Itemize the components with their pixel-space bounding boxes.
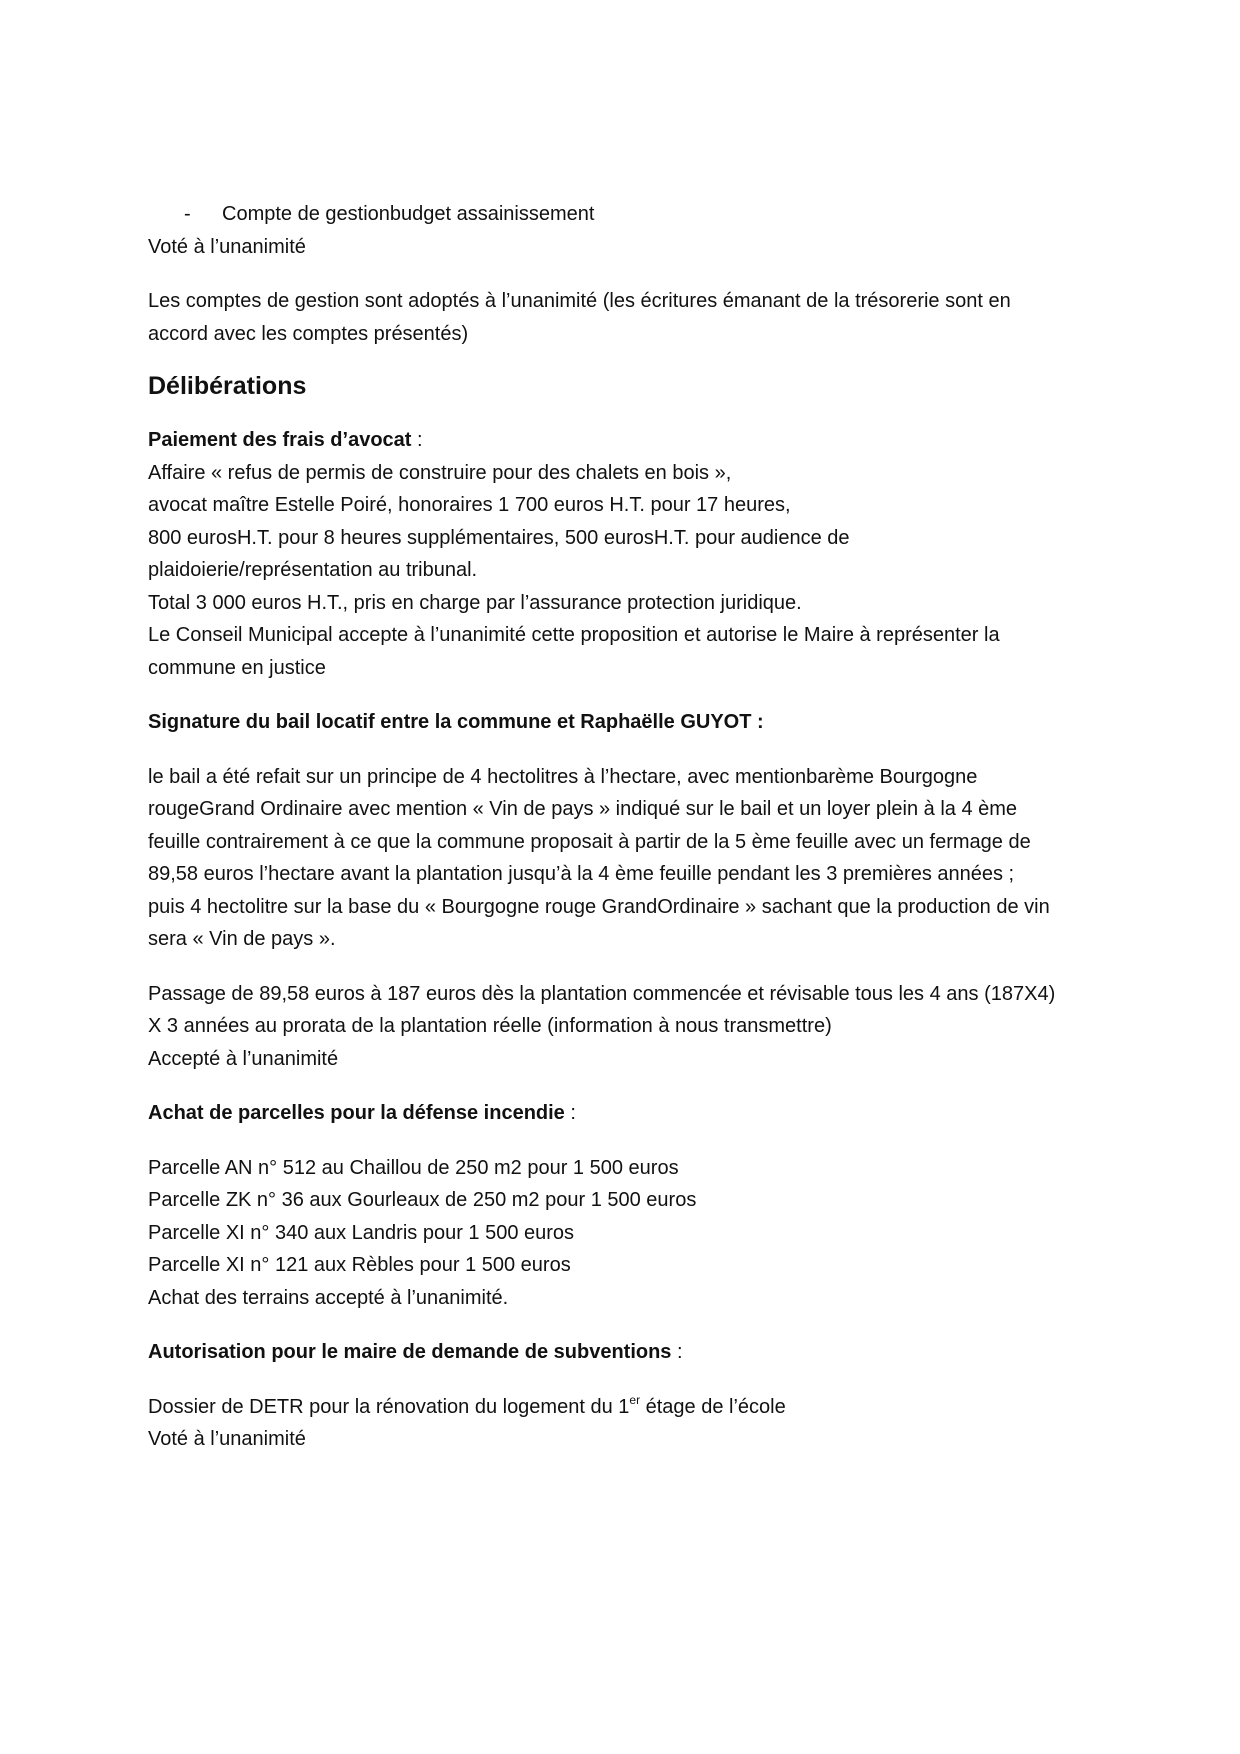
vote-line: Voté à l’unanimité <box>148 235 306 258</box>
section-title: Signature du bail locatif entre la commune et Raphaëlle GUYOT : <box>148 711 764 733</box>
paragraph-line: 800 eurosH.T. pour 8 heures supplémentaires, 500 eurosH.T. pour audience de <box>148 526 850 549</box>
document-content <box>148 198 1108 1456</box>
paragraph-line: 89,58 euros l’hectare avant la plantation jusqu’à la 4 ème feuille pendant les 3 premières années ; <box>148 863 1015 885</box>
title-suffix: : <box>411 429 423 451</box>
parcel-line: Parcelle ZK n° 36 aux Gourleaux de 250 m2 pour 1 500 euros <box>148 1189 697 1211</box>
paragraph-line: Achat des terrains accepté à l’unanimité. <box>148 1286 509 1309</box>
paragraph-line: plaidoierie/représentation au tribunal. <box>148 559 478 581</box>
detr-line <box>148 1391 1108 1424</box>
parcel-line: Parcelle XI n° 340 aux Landris pour 1 500 euros <box>148 1221 575 1244</box>
paragraph-line: Les comptes de gestion sont adoptés à l’unanimité (les écritures émanant de la trésorerie sont en <box>148 290 1011 312</box>
section-subventions <box>148 1336 1108 1456</box>
paragraph-line: avocat maître Estelle Poiré, honoraires 1 700 euros H.T. pour 17 heures, <box>148 494 791 516</box>
detr-text-end: étage de l’école <box>640 1395 786 1418</box>
bullet-text: Compte de gestionbudget assainissement <box>222 203 595 225</box>
parcel-line: Parcelle AN n° 512 au Chaillou de 250 m2 pour 1 500 euros <box>148 1156 679 1179</box>
section-bail <box>148 706 1108 1075</box>
paragraph-line: Accepté à l’unanimité <box>148 1047 339 1070</box>
paragraph-line: Affaire « refus de permis de construire pour des chalets en bois », <box>148 461 732 484</box>
paragraph-line: feuille contrairement à ce que la commune proposait à partir de la 5 ème feuille avec un fermage de <box>148 830 1031 853</box>
paragraph-line: commune en justice <box>148 656 326 679</box>
paragraph-line: rougeGrand Ordinaire avec mention « Vin de pays » indiqué sur le bail et un loyer plein à la 4 ème <box>148 798 1018 820</box>
section-title: Paiement des frais d’avocat <box>148 429 412 451</box>
title-suffix: : <box>564 1102 576 1124</box>
section-avocat <box>148 424 1108 684</box>
paragraph-line: Passage de 89,58 euros à 187 euros dès la plantation commencée et révisable tous les 4 ans (187X4) <box>148 982 1056 1005</box>
paragraph-line: le bail a été refait sur un principe de 4 hectolitres à l’hectare, avec mentionbarème Bourgogne <box>148 765 978 788</box>
parcel-line: Parcelle XI n° 121 aux Rèbles pour 1 500 euros <box>148 1254 571 1276</box>
comptes-paragraph <box>148 285 1108 350</box>
paragraph-line: accord avec les comptes présentés) <box>148 322 469 345</box>
paragraph-line: Total 3 000 euros H.T., pris en charge par l’assurance protection juridique. <box>148 591 802 614</box>
section-parcelles <box>148 1097 1108 1314</box>
section-title: Autorisation pour le maire de demande de subventions <box>148 1341 672 1363</box>
section-title: Achat de parcelles pour la défense incendie <box>148 1102 565 1124</box>
section-title-line <box>148 1336 1108 1369</box>
section-title-line <box>148 1097 1108 1130</box>
paragraph-line: puis 4 hectolitre sur la base du « Bourgogne rouge GrandOrdinaire » sachant que la production de vin <box>148 895 1050 918</box>
paragraph-line: Le Conseil Municipal accepte à l’unanimité cette proposition et autorise le Maire à représenter la <box>148 624 1000 646</box>
paragraph-line: sera « Vin de pays ». <box>148 928 336 950</box>
bullet-dash: - <box>184 203 191 225</box>
section-title-line <box>148 424 1108 457</box>
vote-line: Voté à l’unanimité <box>148 1428 306 1450</box>
detr-text: Dossier de DETR pour la rénovation du logement du 1 <box>148 1395 630 1418</box>
bullet-item <box>148 198 1108 231</box>
section-heading: Délibérations <box>148 372 307 400</box>
title-suffix: : <box>671 1341 683 1363</box>
superscript: er <box>629 1392 641 1407</box>
paragraph-line: X 3 années au prorata de la plantation réelle (information à nous transmettre) <box>148 1015 832 1037</box>
